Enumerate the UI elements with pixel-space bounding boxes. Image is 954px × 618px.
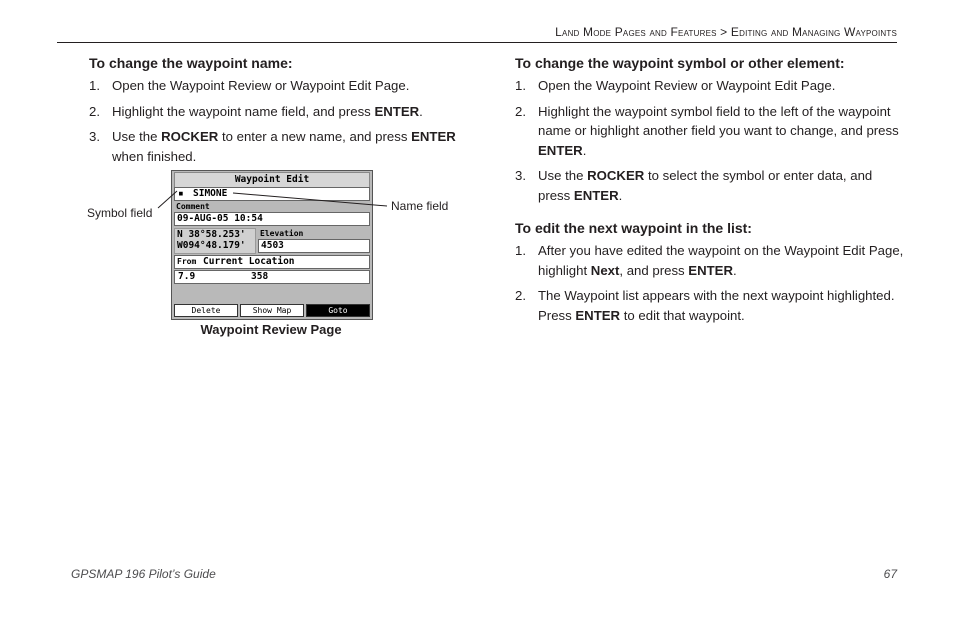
running-header: Land Mode Pages and Features > Editing and Managing Waypoints — [555, 25, 897, 39]
from-value: Current Location — [203, 256, 295, 267]
comment-label: Comment — [176, 202, 210, 211]
step-text: Open the Waypoint Review or Waypoint Edit Page. — [112, 78, 410, 93]
step-text: Use the — [538, 168, 588, 183]
elevation-value: 4503 — [261, 240, 284, 251]
goto-button[interactable]: Goto — [306, 304, 370, 317]
elevation-label: Elevation — [260, 229, 304, 238]
comment-value: 09-AUG-05 10:54 — [177, 213, 263, 224]
step-number: 2. — [515, 103, 526, 119]
step-text: Highlight the waypoint symbol field to the left of the waypoint name or highlight another field you want to change, and press — [538, 103, 899, 138]
footer-guide-title: GPSMAP 196 Pilot’s Guide — [71, 567, 216, 581]
symbol-field-callout: Symbol field — [87, 206, 153, 220]
step-text: Highlight the waypoint name field, and press — [112, 103, 375, 119]
name-callout-line — [233, 193, 387, 206]
step-text: to enter a new name, and press — [218, 129, 412, 144]
step-number: 2. — [89, 103, 100, 119]
waypoint-name: SIMONE — [193, 188, 228, 199]
step-key-term: ENTER — [538, 142, 583, 158]
step-item — [515, 241, 905, 280]
section-heading-change-name: To change the waypoint name: — [89, 55, 293, 71]
section-heading-edit-next: To edit the next waypoint in the list: — [515, 220, 752, 236]
step-text: , and press — [619, 262, 689, 278]
step-text: to select the symbol or enter data, and press — [538, 168, 873, 203]
step-number: 3. — [515, 168, 526, 183]
show-map-button[interactable]: Show Map — [240, 304, 304, 317]
step-key-term: ROCKER — [161, 129, 219, 144]
step-item — [515, 102, 905, 161]
steps-edit-next — [515, 241, 905, 325]
step-number: 1. — [515, 243, 526, 258]
step-item — [515, 76, 905, 96]
step-number: 3. — [89, 129, 100, 144]
step-key-term: ENTER — [575, 307, 621, 323]
step-text: . — [582, 142, 587, 158]
steps-change-symbol — [515, 76, 905, 205]
step-key-term: ENTER — [411, 129, 456, 144]
step-key-term: ENTER — [573, 187, 619, 203]
step-text: . — [733, 262, 737, 278]
waypoint-symbol-icon: ▪ — [178, 188, 184, 199]
figure-caption: Waypoint Review Page — [200, 322, 342, 337]
step-key-term: ROCKER — [587, 168, 645, 183]
step-key-term: ENTER — [688, 262, 733, 278]
position-line-1: N 38°58.253' — [177, 229, 246, 240]
step-number: 2. — [515, 288, 526, 303]
step-number: 1. — [89, 78, 100, 93]
symbol-callout-line — [158, 191, 177, 208]
step-text: when finished. — [112, 148, 197, 164]
section-heading-change-symbol: To change the waypoint symbol or other element: — [515, 55, 845, 71]
right-column — [515, 54, 905, 331]
step-text: . — [419, 103, 423, 119]
step-text: to edit that waypoint. — [620, 307, 745, 323]
step-number: 1. — [515, 78, 526, 93]
step-text: Open the Waypoint Review or Waypoint Edit Page. — [538, 78, 836, 93]
position-line-2: W094°48.179' — [177, 240, 246, 251]
distance-value: 7.9 — [178, 271, 196, 282]
name-field-callout: Name field — [391, 199, 449, 213]
bearing-value: 358 — [251, 271, 269, 282]
step-key-term: ENTER — [374, 103, 420, 119]
step-item — [515, 286, 905, 325]
footer-page-number: 67 — [883, 567, 897, 581]
step-text: . — [618, 187, 623, 203]
step-text: Use the — [112, 129, 162, 144]
step-text: After you have edited the waypoint on the Waypoint Edit Page, highlight — [538, 243, 904, 278]
device-title: Waypoint Edit — [174, 172, 370, 188]
step-item — [515, 166, 905, 205]
from-label: From — [177, 257, 197, 266]
step-text: The Waypoint list appears with the next waypoint highlighted. Press — [538, 288, 895, 323]
delete-button[interactable]: Delete — [174, 304, 238, 317]
step-key-term: Next — [590, 262, 620, 278]
